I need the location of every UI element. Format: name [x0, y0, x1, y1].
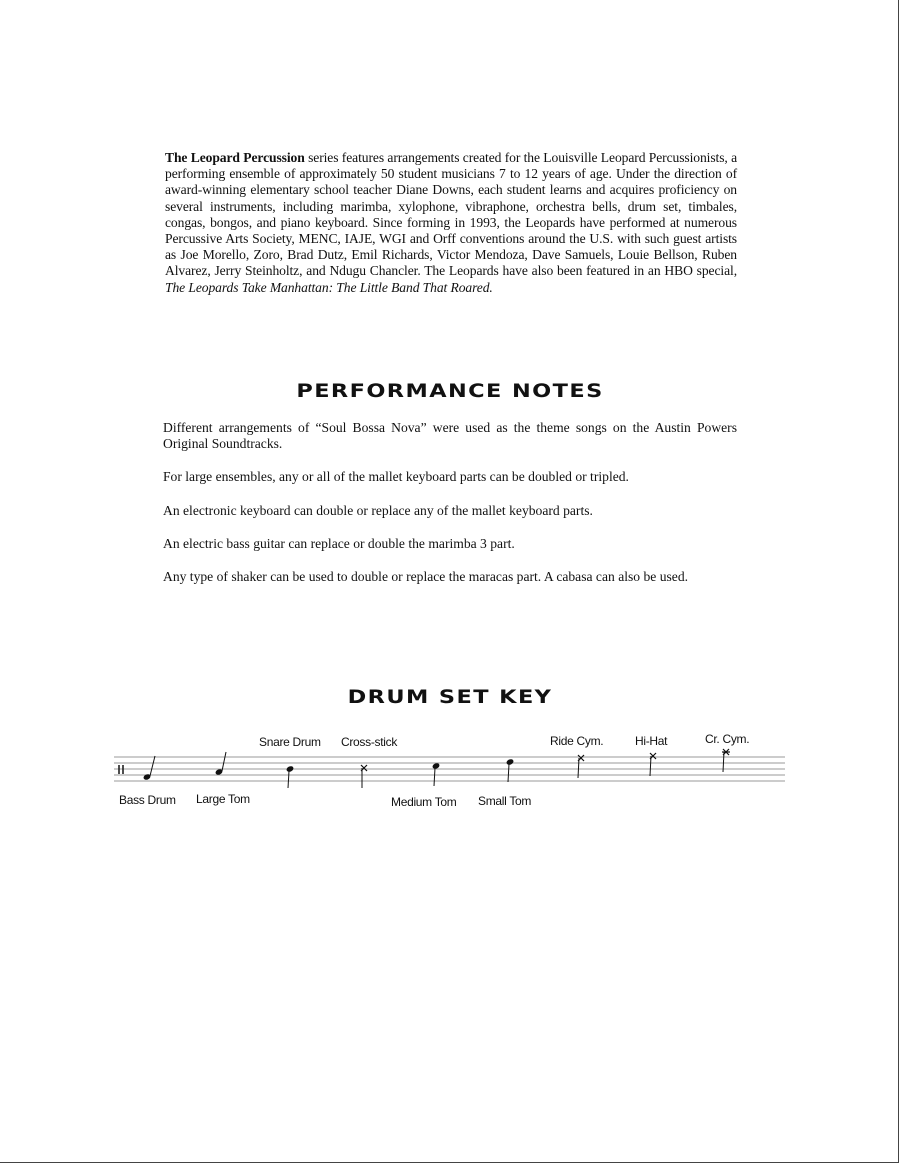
note-paragraph: An electric bass guitar can replace or double the marimba 3 part. — [163, 535, 515, 551]
drum-set-key-title: DRUM SET KEY — [347, 686, 553, 708]
intro-paragraph — [165, 150, 737, 296]
label-ride-cym: Ride Cym. — [550, 734, 604, 748]
label-cr-cym: Cr. Cym. — [705, 732, 750, 746]
label-small-tom: Small Tom — [478, 794, 532, 808]
note-paragraph: Different arrangements of “Soul Bossa Nova” were used as the theme songs on the Austin Powers Original Soundtracks. — [163, 420, 737, 452]
label-large-tom: Large Tom — [196, 792, 250, 806]
label-cross-stick: Cross-stick — [341, 735, 398, 749]
note-paragraph: Any type of shaker can be used to double or replace the maracas part. A cabasa can also be used. — [163, 569, 689, 585]
label-hi-hat: Hi-Hat — [635, 734, 668, 748]
intro-italic-title: The Leopards Take Manhattan: The Little Band That Roared. — [165, 279, 493, 295]
performance-notes-title: PERFORMANCE NOTES — [296, 380, 604, 402]
label-snare-drum: Snare Drum — [259, 735, 321, 749]
note-paragraph: An electronic keyboard can double or replace any of the mallet keyboard parts. — [163, 502, 593, 518]
intro-bold-lead: The Leopard Percussion — [165, 150, 305, 165]
note-paragraph: For large ensembles, any or all of the mallet keyboard parts can be doubled or tripled. — [163, 469, 629, 485]
intro-body: series features arrangements created for the Louisville Leopard Percussionists, a performing ensemble of approximately 50 student musicians 7 to 12 years of age. Under the direction of award-winning elementary school teacher Diane Downs, each student learns and acquires proficiency on several instruments, including marimba, xylophone, vibraphone, orchestra bells, drum set, timbales, congas, bongos, and piano keyboard. Since forming in 1993, the Leopards have performed at numerous Percussive Arts Society, MENC, IAJE, WGI and Orff conventions around the U.S. with such guest artists as Joe Morello, Zoro, Brad Dutz, Emil Richards, Victor Mendoza, Dave Samuels, Louie Bellson, Ruben Alvarez, Jerry Steinholtz, and Ndugu Chancler. The Leopards have also been featured in an HBO special, — [165, 150, 738, 279]
label-bass-drum: Bass Drum — [119, 793, 176, 807]
performance-notes — [163, 420, 737, 602]
label-medium-tom: Medium Tom — [391, 795, 457, 809]
